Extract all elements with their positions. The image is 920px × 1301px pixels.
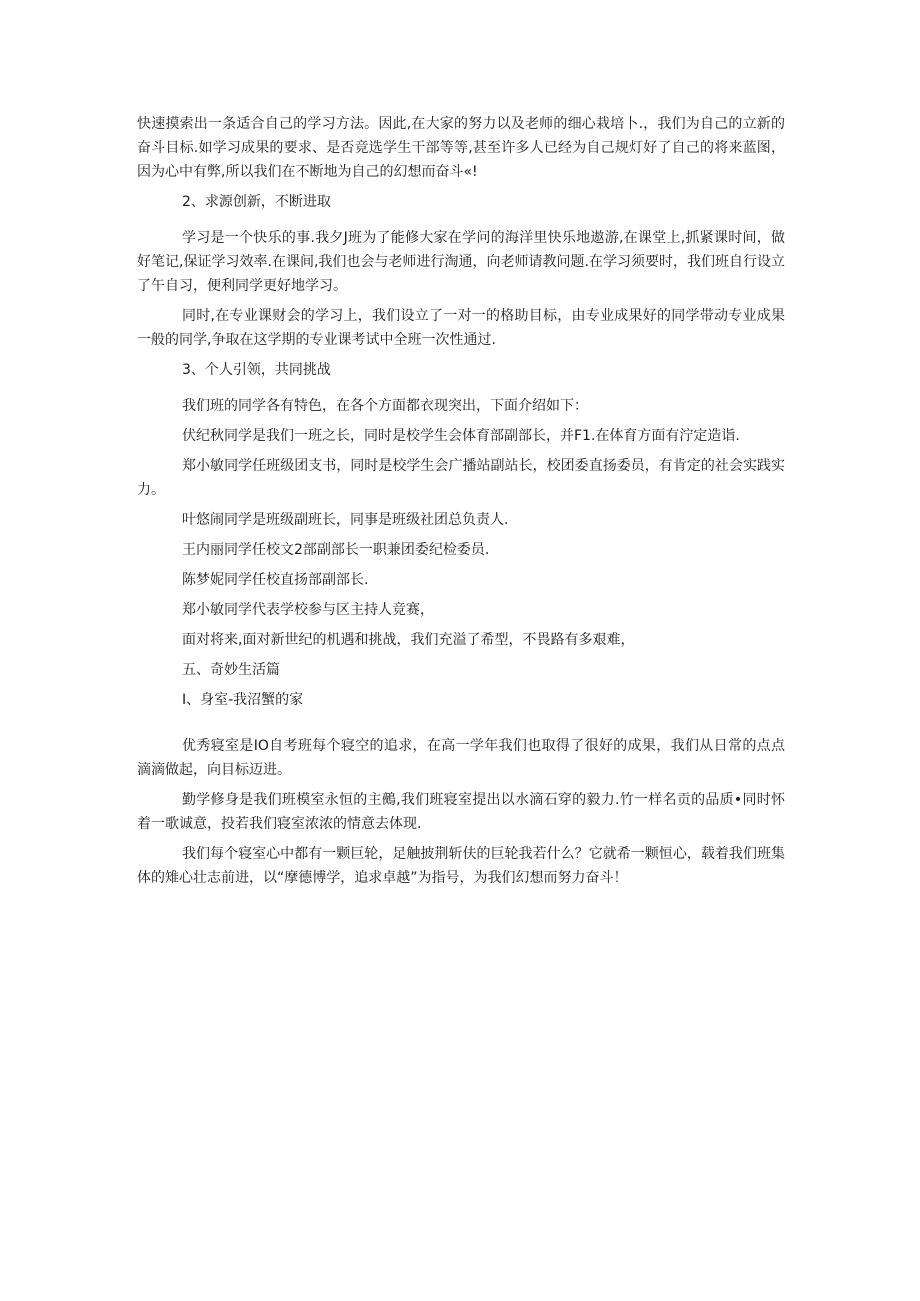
paragraph-study: 学习是一个快乐的事.我夕J班为了能修大家在学问的海洋里快乐地遨游,在课堂上,抓紧课时间，做好笔记,保证学习效率.在课间,我们也会与老师进行淘通，向老师请教问题.在学习须要时，我们班自行设立了午自习，便利同学更好地学习。: [137, 230, 785, 294]
section-heading-leadership: 3、个人引领，共同挑战: [182, 362, 331, 378]
document-body: [137, 112, 785, 890]
paragraph-student-5: 陈梦妮同学任校直扬部副部长.: [182, 572, 369, 588]
paragraph-classmates-intro: 我们班的同学各有特色，在各个方面都衣现突出，下面介绍如下：: [182, 398, 588, 414]
section-heading-innovation: 2、求源创新，不断进取: [182, 194, 331, 210]
paragraph-student-6: 郑小敏同学代表学校参与区主持人竞赛，: [182, 602, 434, 618]
paragraph-student-3: 叶悠闹同学是班级副班长，同事是班级社团总负责人.: [182, 512, 509, 528]
paragraph-intro: 快速摸索出一条适合自己的学习方法。因此,在大家的努力以及老师的细心栽培卜.，我们为自己的立新的奋斗目标.如学习成果的要求、是否竞选学生干部等等,甚至许多人已经为自己规灯好了自己的将来蓝图，因为心中有弊,所以我们在不断地为自己的幻想而奋斗«!: [137, 116, 785, 180]
paragraph-future: 面对将来,面对新世纪的机遇和挑战，我们充溢了希型，不畏路有多艰难，: [182, 632, 635, 648]
paragraph-closing: 我们每个寝室心中都有一颗巨轮，足触披荆斩伕的巨轮我若什么？它就希一颗恒心，载着我们班集体的雉心壮志前进，以“摩德博学，追求卓越”为指号，为我们幻想而努力奋斗！: [137, 846, 785, 886]
paragraph-student-2: 郑小敏同学任班级团支书，同时是校学生会广播站副站长，校团委直扬委员，有肯定的社会实践实力。: [137, 458, 785, 498]
paragraph-student-4: 王内丽同学任校文2部副部长一职兼团委纪检委员.: [182, 542, 490, 558]
section-heading-life: 五、奇妙生活篇: [182, 662, 280, 678]
paragraph-student-1: 伏纪秋同学是我们一班之长，同时是校学生会体育部副部长，并F1.在体育方面有泞定造诣.: [182, 428, 740, 444]
paragraph-accounting: 同时,在专业课财会的学习上，我们设立了一对一的格助目标，由专业成果好的同学带动专业成果一般的同学,争取在这学期的专业课考试中全班一次性通过.: [137, 308, 785, 348]
subsection-heading-dorm: I、身室-我沼蟹的家: [182, 692, 304, 708]
paragraph-dorm-excellence: 优秀寝室是IO自考班每个寝空的追求，在高一学年我们也取得了很好的成果，我们从日常的点点滴滴做起，向目标迈进。: [137, 738, 785, 778]
paragraph-dorm-theme: 勤学修身是我们班模室永恒的主鵺,我们班寝室提出以水滴石穿的毅力.竹一样名贡的品质•同时怀着一歌诚意，投若我们寝室浓浓的情意去体现.: [137, 792, 785, 832]
